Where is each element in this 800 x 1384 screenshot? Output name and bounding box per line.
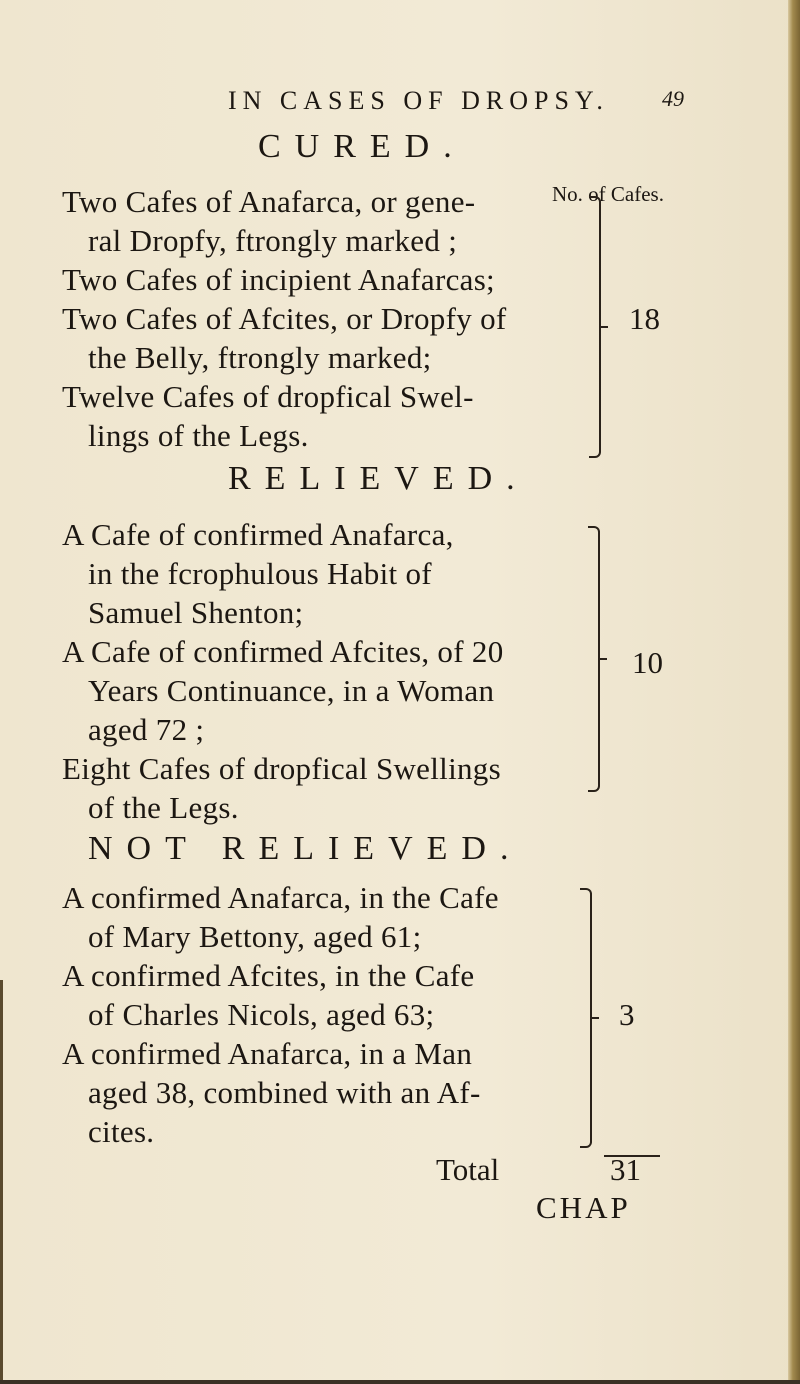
- relieved-line: Samuel Shenton;: [88, 595, 304, 630]
- section-heading-not-relieved: NOT RELIEVED.: [88, 830, 523, 867]
- brace-not-relieved: [580, 888, 592, 1148]
- catchword: CHAP: [536, 1190, 631, 1225]
- cured-line: lings of the Legs.: [88, 418, 309, 453]
- page-left-edge: [0, 980, 3, 1384]
- relieved-line: Years Continuance, in a Woman: [88, 673, 495, 708]
- relieved-line: of the Legs.: [88, 790, 239, 825]
- cured-line: Twelve Cafes of dropfical Swel-: [62, 379, 474, 414]
- not-relieved-line: A confirmed Anafarca, in a Man: [62, 1036, 473, 1071]
- cured-line: Two Cafes of incipient Anafarcas;: [62, 262, 495, 297]
- section-heading-relieved: RELIEVED.: [228, 460, 529, 497]
- count-cured: 18: [629, 301, 660, 336]
- page-number: 49: [662, 86, 684, 111]
- relieved-line: aged 72 ;: [88, 712, 205, 747]
- total-value: 31: [610, 1152, 641, 1187]
- cured-line: Two Cafes of Anafarca, or gene-: [62, 184, 476, 219]
- brace-cured: [589, 196, 601, 458]
- count-not-relieved: 3: [619, 997, 635, 1032]
- column-header: No. of Cafes.: [552, 182, 664, 206]
- relieved-line: Eight Cafes of dropfical Swellings: [62, 751, 501, 786]
- not-relieved-line: A confirmed Afcites, in the Cafe: [62, 958, 475, 993]
- cured-line: Two Cafes of Afcites, or Dropfy of: [62, 301, 507, 336]
- running-head: IN CASES OF DROPSY.: [228, 86, 609, 115]
- relieved-line: in the fcrophulous Habit of: [88, 556, 432, 591]
- not-relieved-line: of Mary Bettony, aged 61;: [88, 919, 422, 954]
- page-bottom-edge: [0, 1380, 800, 1384]
- not-relieved-line: cites.: [88, 1114, 155, 1149]
- not-relieved-line: aged 38, combined with an Af-: [88, 1075, 481, 1110]
- section-heading-cured: CURED.: [258, 128, 466, 165]
- page-spine-edge: [788, 0, 800, 1384]
- total-label: Total: [436, 1152, 500, 1187]
- cured-line: ral Dropfy, ftrongly marked ;: [88, 223, 458, 258]
- brace-relieved: [588, 526, 600, 792]
- cured-line: the Belly, ftrongly marked;: [88, 340, 432, 375]
- not-relieved-line: A confirmed Anafarca, in the Cafe: [62, 880, 499, 915]
- relieved-line: A Cafe of confirmed Anafarca,: [62, 517, 454, 552]
- count-relieved: 10: [632, 645, 663, 680]
- relieved-line: A Cafe of confirmed Afcites, of 20: [62, 634, 504, 669]
- not-relieved-line: of Charles Nicols, aged 63;: [88, 997, 435, 1032]
